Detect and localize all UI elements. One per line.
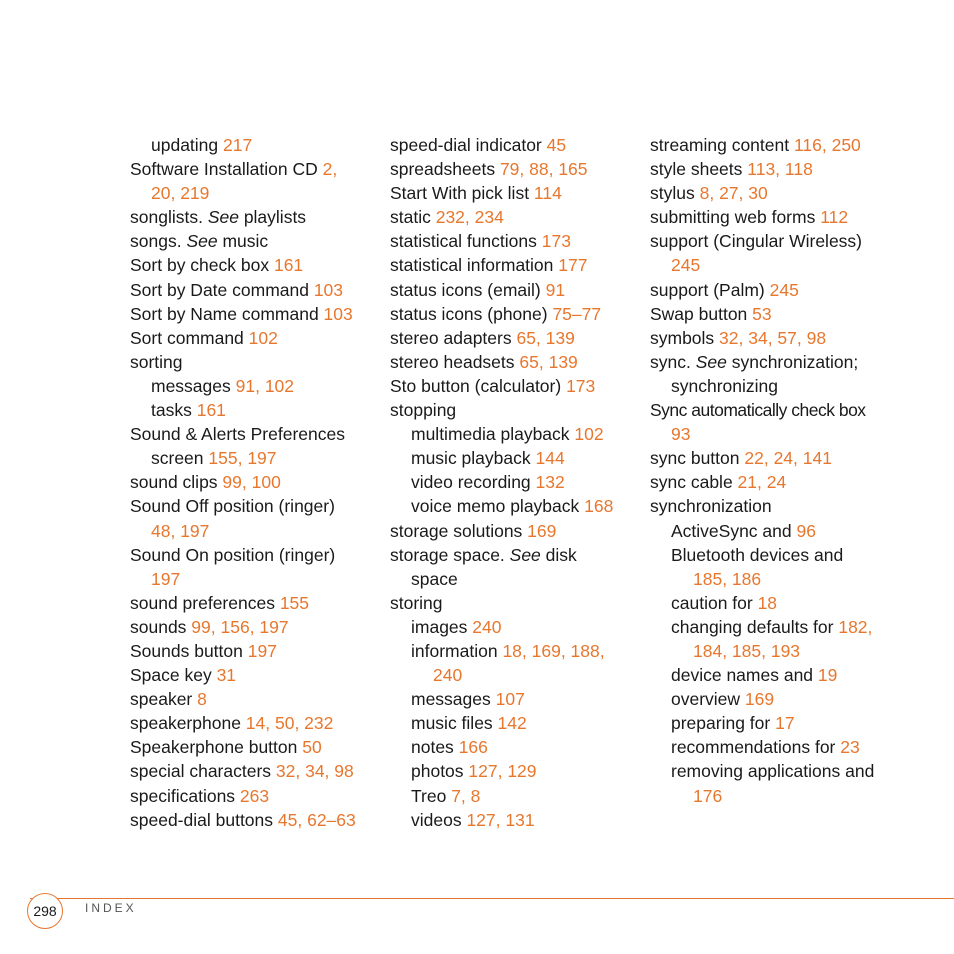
entry-page-link[interactable]: 169: [744, 689, 775, 710]
entry-term: songlists.: [130, 207, 208, 228]
entry-term: Start With pick list: [390, 183, 534, 204]
entry-page-link[interactable]: 132: [535, 472, 565, 493]
index-entry: [390, 494, 640, 518]
footer-rule: [30, 898, 954, 899]
entry-page-link[interactable]: 173: [566, 375, 596, 396]
entry-page-link[interactable]: 184, 185, 193: [693, 640, 801, 661]
entry-page-link[interactable]: 53: [752, 303, 772, 324]
index-entry: [650, 735, 910, 759]
index-entry: [390, 711, 640, 735]
index-entry: [650, 639, 910, 663]
entry-term: statistical functions: [390, 231, 542, 252]
entry-term: tasks: [151, 400, 197, 421]
index-entry: [650, 398, 910, 422]
entry-page-link[interactable]: 142: [497, 713, 527, 734]
index-entry: [130, 205, 380, 229]
entry-see-reference: See: [695, 351, 727, 372]
entry-page-link[interactable]: 127, 131: [466, 809, 535, 830]
entry-page-link[interactable]: 245: [671, 255, 701, 276]
entry-term: spreadsheets: [390, 159, 500, 180]
index-entry: [130, 519, 380, 543]
entry-page-link[interactable]: 144: [535, 448, 565, 469]
index-entry: [130, 302, 380, 326]
index-entry: [390, 326, 640, 350]
entry-term: sorting: [130, 351, 183, 372]
entry-term: submitting web forms: [650, 207, 821, 228]
index-entry: [130, 687, 380, 711]
entry-term: sound preferences: [130, 592, 280, 613]
entry-page-link[interactable]: 32, 34, 98: [275, 761, 354, 782]
index-entry: [130, 759, 380, 783]
index-entry: [650, 229, 910, 253]
entry-page-link[interactable]: 93: [671, 424, 691, 445]
entry-term: updating: [151, 135, 224, 155]
entry-page-link[interactable]: 177: [558, 255, 588, 276]
entry-term: messages: [151, 375, 236, 396]
entry-page-link[interactable]: 245: [769, 279, 799, 300]
entry-term: preparing for: [671, 713, 776, 734]
entry-page-link[interactable]: 173: [541, 231, 571, 252]
index-entry: [650, 133, 910, 157]
entry-term: Sort command: [130, 327, 249, 348]
entry-term: videos: [411, 809, 467, 830]
index-entry: [390, 591, 640, 615]
entry-term: overview: [671, 689, 745, 710]
entry-page-link[interactable]: 96: [796, 520, 816, 541]
index-entry: [650, 302, 910, 326]
entry-term: static: [390, 207, 436, 228]
index-column-3: [650, 133, 910, 808]
entry-page-link[interactable]: 79, 88, 165: [499, 159, 588, 180]
index-entry: [390, 543, 640, 567]
entry-term: Software Installation CD: [130, 159, 323, 180]
entry-term: Sound On position (ringer): [130, 544, 336, 565]
index-entry: [130, 543, 380, 567]
entry-page-link[interactable]: 217: [223, 135, 253, 155]
entry-page-link[interactable]: 17: [775, 713, 795, 734]
entry-page-link[interactable]: 99, 156, 197: [191, 616, 289, 637]
index-entry: [130, 615, 380, 639]
entry-see-reference: See: [509, 544, 541, 565]
entry-page-link[interactable]: 31: [216, 665, 237, 686]
index-entry: [650, 494, 910, 518]
entry-page-link[interactable]: 20, 219: [151, 183, 210, 204]
entry-page-link[interactable]: 107: [495, 689, 525, 710]
index-entry: [130, 808, 380, 832]
index-entry: [390, 278, 640, 302]
entry-page-link[interactable]: 45, 62–63: [277, 809, 356, 830]
entry-page-link[interactable]: 116, 250: [793, 135, 861, 155]
entry-term: Sort by Date command: [130, 279, 314, 300]
entry-see-target: music: [217, 231, 269, 252]
entry-page-link[interactable]: 166: [458, 737, 488, 758]
entry-term: space: [411, 568, 458, 589]
entry-term: streaming content: [650, 135, 794, 155]
index-entry: [650, 278, 910, 302]
entry-page-link[interactable]: 75–77: [552, 303, 602, 324]
index-entry: [650, 446, 910, 470]
entry-term: music playback: [411, 448, 536, 469]
index-entry: [130, 494, 380, 518]
entry-term: music files: [411, 713, 498, 734]
index-entry: [650, 663, 910, 687]
entry-term: special characters: [130, 761, 276, 782]
index-entry: [390, 446, 640, 470]
index-entry: [650, 543, 910, 567]
entry-term: Swap button: [650, 303, 753, 324]
entry-page-link[interactable]: 8, 27, 30: [699, 183, 768, 204]
entry-page-link[interactable]: 182,: [838, 616, 873, 637]
index-entry: [650, 759, 910, 783]
entry-page-link[interactable]: 103: [323, 303, 353, 324]
entry-page-link[interactable]: 176: [693, 785, 723, 806]
entry-see-target: playlists: [238, 207, 307, 228]
index-entry: [130, 374, 380, 398]
index-entry: [390, 181, 640, 205]
page-number: 298: [27, 893, 63, 929]
index-entry: [130, 133, 380, 157]
entry-term: style sheets: [650, 159, 748, 180]
entry-term: stereo headsets: [390, 351, 520, 372]
entry-term: synchronizing: [671, 375, 778, 396]
entry-page-link[interactable]: 161: [273, 255, 304, 276]
entry-page-link[interactable]: 45: [546, 135, 567, 155]
entry-term: multimedia playback: [411, 424, 575, 445]
entry-page-link[interactable]: 102: [248, 327, 278, 348]
entry-page-link[interactable]: 185, 186: [693, 568, 762, 589]
entry-term: storage solutions: [390, 520, 528, 541]
entry-page-link[interactable]: 50: [302, 737, 322, 758]
entry-term: Sto button (calculator): [390, 375, 567, 396]
entry-page-link[interactable]: 114: [533, 183, 562, 204]
index-entry: [650, 181, 910, 205]
entry-page-link[interactable]: 103: [313, 279, 344, 300]
index-entry: [390, 422, 640, 446]
entry-term: speed-dial buttons: [130, 809, 278, 830]
entry-term: Treo: [411, 785, 452, 806]
entry-page-link[interactable]: 99, 100: [222, 472, 281, 493]
entry-page-link[interactable]: 91, 102: [235, 375, 295, 396]
index-entry: [390, 350, 640, 374]
index-entry: [130, 181, 380, 205]
index-entry: [390, 759, 640, 783]
index-entry: [650, 253, 910, 277]
entry-page-link[interactable]: 102: [574, 424, 604, 445]
index-column-2: [390, 133, 640, 832]
entry-term: messages: [411, 689, 496, 710]
entry-page-link[interactable]: 113, 118: [747, 159, 813, 180]
index-entry: [130, 711, 380, 735]
index-entry: [390, 229, 640, 253]
entry-term: ActiveSync and: [671, 520, 797, 541]
entry-page-link[interactable]: 18, 169, 188,: [502, 640, 605, 661]
index-entry: [130, 253, 380, 277]
entry-term: storage space.: [390, 544, 510, 565]
entry-term: photos: [411, 761, 469, 782]
index-entry: [650, 350, 910, 374]
entry-term: stopping: [390, 400, 457, 421]
index-entry: [390, 470, 640, 494]
entry-term: Sort by Name command: [130, 303, 324, 324]
index-entry: [130, 278, 380, 302]
entry-see-reference: See: [207, 207, 239, 228]
index-entry: [390, 687, 640, 711]
index-entry: [130, 157, 380, 181]
entry-term: specifications: [130, 785, 240, 806]
entry-page-link[interactable]: 168: [584, 496, 614, 517]
entry-page-link[interactable]: 240: [472, 616, 502, 637]
entry-term: information: [411, 640, 503, 661]
entry-page-link[interactable]: 7, 8: [451, 785, 481, 806]
entry-term: status icons (email): [390, 279, 546, 300]
index-entry: [130, 663, 380, 687]
index-entry: [130, 446, 380, 470]
entry-term: video recording: [411, 472, 536, 493]
entry-page-link[interactable]: 48, 197: [151, 520, 210, 541]
index-entry: [130, 784, 380, 808]
index-entry: [390, 808, 640, 832]
index-entry: [650, 205, 910, 229]
entry-page-link[interactable]: 91: [545, 279, 566, 300]
index-entry: [650, 615, 910, 639]
entry-page-link[interactable]: 112: [820, 207, 849, 228]
entry-term: Sound Off position (ringer): [130, 496, 335, 517]
index-entry: [650, 470, 910, 494]
entry-term: speed-dial indicator: [390, 135, 547, 155]
entry-page-link[interactable]: 32, 34, 57, 98: [719, 327, 827, 348]
index-entry: [650, 157, 910, 181]
index-entry: [650, 687, 910, 711]
entry-page-link[interactable]: 18: [757, 592, 778, 613]
entry-term: sounds: [130, 616, 192, 637]
index-entry: [130, 229, 380, 253]
entry-page-link[interactable]: 22, 24, 141: [744, 448, 832, 469]
entry-term: Space key: [130, 665, 217, 686]
entry-term: symbols: [650, 327, 720, 348]
entry-page-link[interactable]: 14, 50, 232: [245, 713, 334, 734]
index-entry: [390, 205, 640, 229]
entry-page-link[interactable]: 65, 139: [516, 327, 575, 348]
index-entry: [130, 639, 380, 663]
entry-page-link[interactable]: 263: [239, 785, 270, 806]
entry-term: Sound & Alerts Preferences: [130, 424, 345, 445]
entry-term: notes: [411, 737, 459, 758]
index-entry: [650, 711, 910, 735]
index-entry: [390, 398, 640, 422]
entry-page-link[interactable]: 65, 139: [519, 351, 578, 372]
entry-term: Bluetooth devices and: [671, 544, 844, 565]
entry-page-link[interactable]: 155, 197: [208, 448, 277, 469]
index-entry: [650, 784, 910, 808]
entry-term: screen: [151, 448, 209, 469]
entry-term: changing defaults for: [671, 616, 839, 637]
entry-term: Sort by check box: [130, 255, 274, 276]
index-entry: [650, 519, 910, 543]
entry-page-link[interactable]: 155: [279, 592, 310, 613]
index-entry: [130, 350, 380, 374]
entry-term: caution for: [671, 592, 758, 613]
entry-term: Speakerphone button: [130, 737, 303, 758]
index-entry: [390, 784, 640, 808]
section-label: INDEX: [85, 901, 137, 915]
entry-see-target: disk: [540, 544, 577, 565]
entry-term: sync cable: [650, 472, 738, 493]
entry-term: support (Palm): [650, 279, 770, 300]
entry-page-link[interactable]: 161: [196, 400, 226, 421]
index-column-1: [130, 133, 380, 832]
index-entry: [130, 591, 380, 615]
index-entry: [130, 567, 380, 591]
entry-term: statistical information: [390, 255, 559, 276]
entry-term: Sync automatically check box: [650, 400, 866, 421]
entry-page-link[interactable]: 197: [151, 568, 181, 589]
entry-term: speaker: [130, 689, 198, 710]
entry-page-link[interactable]: 127, 129: [468, 761, 537, 782]
index-entry: [390, 302, 640, 326]
index-entry: [390, 615, 640, 639]
index-entry: [390, 567, 640, 591]
index-entry: [390, 157, 640, 181]
entry-term: sync button: [650, 448, 745, 469]
index-entry: [130, 470, 380, 494]
entry-page-link[interactable]: 197: [247, 640, 277, 661]
entry-page-link[interactable]: 8: [197, 689, 207, 710]
entry-term: images: [411, 616, 473, 637]
entry-term: voice memo playback: [411, 496, 585, 517]
index-entry: [390, 663, 640, 687]
entry-term: Sounds button: [130, 640, 248, 661]
entry-term: stereo adapters: [390, 327, 517, 348]
entry-see-target: synchronization;: [726, 351, 859, 372]
entry-term: device names and: [671, 665, 818, 686]
entry-term: sync.: [650, 351, 696, 372]
entry-term: removing applications and: [671, 761, 875, 782]
entry-term: songs.: [130, 231, 187, 252]
index-entry: [650, 591, 910, 615]
index-entry: [650, 374, 910, 398]
index-entry: [650, 326, 910, 350]
entry-page-link[interactable]: 232, 234: [435, 207, 504, 228]
index-entry: [390, 253, 640, 277]
entry-term: storing: [390, 592, 443, 613]
index-entry: [130, 398, 380, 422]
index-entry: [130, 326, 380, 350]
entry-page-link[interactable]: 169: [527, 520, 557, 541]
index-entry: [650, 567, 910, 591]
entry-page-link[interactable]: 23: [840, 737, 860, 758]
index-entry: [390, 639, 640, 663]
entry-term: recommendations for: [671, 737, 841, 758]
index-entry: [390, 133, 640, 157]
entry-page-link[interactable]: 240: [433, 665, 463, 686]
entry-page-link[interactable]: 19: [817, 665, 838, 686]
entry-term: synchronization: [650, 496, 772, 517]
index-entry: [650, 422, 910, 446]
entry-term: status icons (phone): [390, 303, 553, 324]
entry-term: support (Cingular Wireless): [650, 231, 863, 252]
index-entry: [390, 519, 640, 543]
index-entry: [130, 735, 380, 759]
entry-see-reference: See: [186, 231, 218, 252]
index-entry: [130, 422, 380, 446]
entry-page-link[interactable]: 2,: [322, 159, 338, 180]
index-entry: [390, 735, 640, 759]
entry-term: stylus: [650, 183, 700, 204]
index-entry: [390, 374, 640, 398]
entry-term: speakerphone: [130, 713, 246, 734]
entry-term: sound clips: [130, 472, 223, 493]
entry-page-link[interactable]: 21, 24: [737, 472, 787, 493]
